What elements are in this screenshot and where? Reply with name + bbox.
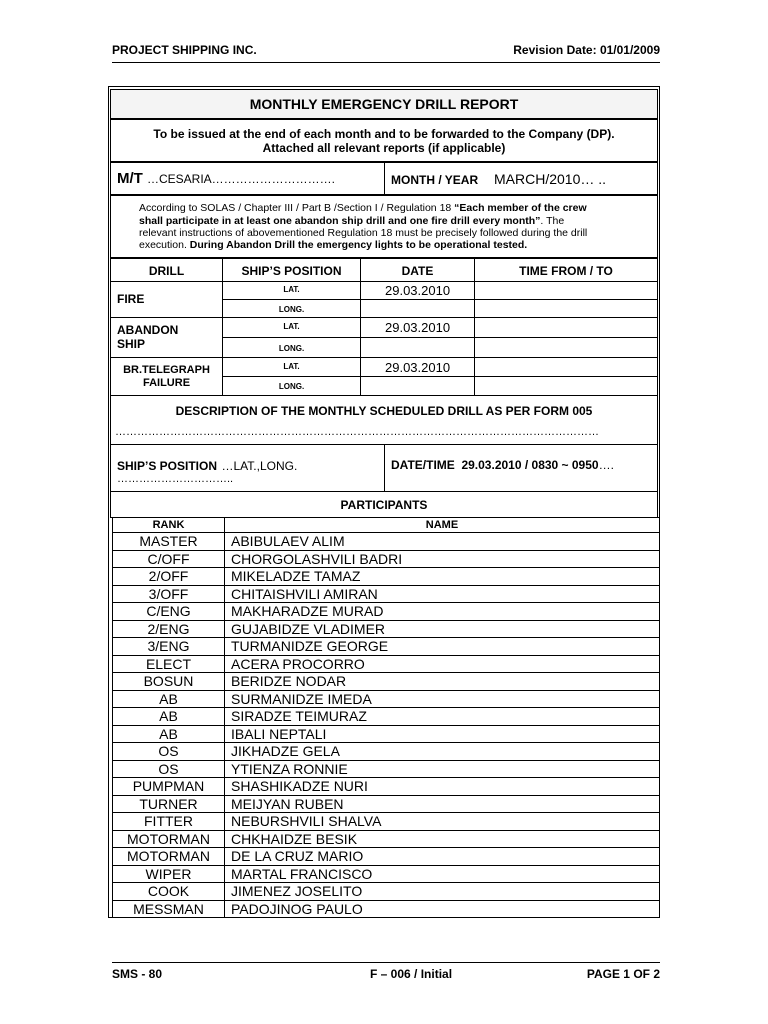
table-row bbox=[113, 778, 660, 796]
fire-drill-label: FIRE bbox=[117, 292, 145, 306]
solas-execution: execution. bbox=[139, 239, 187, 251]
telegraph-time-cell-2 bbox=[474, 376, 658, 396]
abandon-date-cell-2 bbox=[360, 337, 475, 358]
month-box bbox=[384, 162, 658, 195]
participant-rank: AB bbox=[113, 725, 225, 743]
solas-quote-a: “Each member of the crew bbox=[454, 202, 587, 214]
date-time-value: 29.03.2010 / 0830 ~ 0950 bbox=[461, 458, 599, 472]
abandon-date: 29.03.2010 bbox=[385, 320, 451, 335]
participant-rank: AB bbox=[113, 690, 225, 708]
table-row bbox=[113, 603, 660, 621]
issue-note-line2: Attached all relevant reports (if applicable) bbox=[262, 141, 506, 155]
participant-rank: MOTORMAN bbox=[113, 830, 225, 848]
participant-name: YTIENZA RONNIE bbox=[225, 760, 660, 778]
participant-rank: FITTER bbox=[113, 813, 225, 831]
abandon-drill-cell bbox=[110, 317, 223, 358]
solas-box bbox=[110, 195, 658, 258]
participant-name: MEIJYAN RUBEN bbox=[225, 795, 660, 813]
participant-name: SURMANIDZE IMEDA bbox=[225, 690, 660, 708]
participant-rank: 3/OFF bbox=[113, 585, 225, 603]
ship-position-value: …LAT.,LONG. bbox=[221, 459, 298, 473]
participant-name: JIMENEZ JOSELITO bbox=[225, 883, 660, 901]
participant-name: ABIBULAEV ALIM bbox=[225, 533, 660, 551]
solas-quote-b: shall participate in at least one abandon ship drill and one fire drill every month” bbox=[139, 215, 541, 227]
title-box bbox=[110, 89, 658, 119]
long-label: LONG. bbox=[278, 305, 305, 314]
vessel-label: M/T bbox=[117, 170, 143, 187]
telegraph-drill-label-2: FAILURE bbox=[142, 377, 191, 389]
company-name: PROJECT SHIPPING INC. bbox=[112, 43, 257, 57]
participant-name: TURMANIDZE GEORGE bbox=[225, 638, 660, 656]
table-row bbox=[113, 533, 660, 551]
participants-title-box bbox=[110, 491, 658, 518]
page-footer bbox=[112, 962, 660, 983]
telegraph-date: 29.03.2010 bbox=[385, 360, 451, 375]
participant-name: MIKELADZE TAMAZ bbox=[225, 568, 660, 586]
issue-note-line1: To be issued at the end of each month and to be forwarded to the Company (DP). bbox=[153, 127, 615, 141]
participant-rank: WIPER bbox=[113, 865, 225, 883]
participant-rank: 2/OFF bbox=[113, 568, 225, 586]
telegraph-drill-label-1: BR.TELEGRAPH bbox=[123, 364, 210, 376]
abandon-lat-cell bbox=[222, 317, 361, 338]
position-header-cell bbox=[222, 258, 361, 282]
vessel-box bbox=[110, 162, 385, 195]
table-row bbox=[113, 760, 660, 778]
participant-name: CHORGOLASHVILI BADRI bbox=[225, 550, 660, 568]
fire-drill-cell bbox=[110, 281, 223, 318]
drill-header-cell bbox=[110, 258, 223, 282]
lat-label: LAT. bbox=[283, 362, 300, 371]
abandon-drill-label-2: SHIP bbox=[117, 337, 146, 351]
participant-rank: TURNER bbox=[113, 795, 225, 813]
date-col-header: DATE bbox=[401, 264, 434, 278]
solas-the: . The bbox=[540, 215, 565, 227]
abandon-long-cell bbox=[222, 337, 361, 358]
abandon-date-cell bbox=[360, 317, 475, 338]
footer-page-number: PAGE 1 OF 2 bbox=[586, 967, 660, 981]
abandon-time-cell bbox=[474, 317, 658, 338]
revision-date: Revision Date: 01/01/2009 bbox=[513, 43, 660, 57]
solas-ref: According to SOLAS / Chapter III / Part B /Section I / Regulation 18 bbox=[139, 202, 452, 214]
participant-name: SHASHIKADZE NURI bbox=[225, 778, 660, 796]
participants-table bbox=[112, 517, 660, 918]
telegraph-date-cell bbox=[360, 357, 475, 377]
abandon-drill-label-1: ABANDON bbox=[117, 323, 179, 337]
fire-long-cell bbox=[222, 299, 361, 318]
vessel-name: …CESARIA…………………………. bbox=[147, 172, 336, 186]
table-row bbox=[113, 848, 660, 866]
fire-date: 29.03.2010 bbox=[385, 283, 451, 298]
telegraph-time-cell bbox=[474, 357, 658, 377]
date-time-label: DATE/TIME bbox=[391, 458, 455, 472]
participant-rank: MASTER bbox=[113, 533, 225, 551]
table-row bbox=[113, 883, 660, 901]
solas-line1 bbox=[139, 202, 587, 214]
participant-name: MARTAL FRANCISCO bbox=[225, 865, 660, 883]
date-time-box bbox=[384, 444, 658, 492]
participant-name: PADOJINOG PAULO bbox=[225, 900, 660, 918]
page-header bbox=[112, 42, 660, 63]
fire-time-cell-2 bbox=[474, 299, 658, 318]
description-dots: …………………………………………………………………………………………………………………… bbox=[115, 426, 599, 438]
fire-date-cell bbox=[360, 281, 475, 300]
date-time-dots: …. bbox=[598, 458, 614, 472]
time-col-header: TIME FROM / TO bbox=[519, 264, 613, 278]
participant-name: CHITAISHVILI AMIRAN bbox=[225, 585, 660, 603]
participants-title: PARTICIPANTS bbox=[340, 498, 428, 512]
participant-rank: MOTORMAN bbox=[113, 848, 225, 866]
long-label: LONG. bbox=[278, 344, 305, 353]
participant-rank: PUMPMAN bbox=[113, 778, 225, 796]
participants-header-row bbox=[113, 518, 660, 533]
participant-name: DE LA CRUZ MARIO bbox=[225, 848, 660, 866]
table-row bbox=[113, 708, 660, 726]
abandon-time-cell-2 bbox=[474, 337, 658, 358]
telegraph-lat-cell bbox=[222, 357, 361, 377]
participant-name: MAKHARADZE MURAD bbox=[225, 603, 660, 621]
ship-position-label: SHIP’S POSITION bbox=[117, 459, 218, 473]
long-label: LONG. bbox=[278, 382, 305, 391]
ship-position-box bbox=[110, 444, 385, 492]
footer-form-id: F – 006 / Initial bbox=[370, 967, 453, 981]
date-time-line bbox=[391, 458, 614, 472]
participant-rank: COOK bbox=[113, 883, 225, 901]
table-row bbox=[113, 830, 660, 848]
lat-label: LAT. bbox=[283, 285, 300, 294]
participant-name: BERIDZE NODAR bbox=[225, 673, 660, 691]
date-header-cell bbox=[360, 258, 475, 282]
table-row bbox=[113, 620, 660, 638]
rank-col-header: RANK bbox=[113, 518, 225, 533]
fire-lat-cell bbox=[222, 281, 361, 300]
table-row bbox=[113, 743, 660, 761]
participant-name: ACERA PROCORRO bbox=[225, 655, 660, 673]
participant-rank: 2/ENG bbox=[113, 620, 225, 638]
table-row bbox=[113, 568, 660, 586]
participant-name: CHKHAIDZE BESIK bbox=[225, 830, 660, 848]
description-box bbox=[110, 395, 658, 445]
table-row bbox=[113, 638, 660, 656]
participant-rank: ELECT bbox=[113, 655, 225, 673]
participant-rank: C/OFF bbox=[113, 550, 225, 568]
time-header-cell bbox=[474, 258, 658, 282]
participant-name: GUJABIDZE VLADIMER bbox=[225, 620, 660, 638]
table-row bbox=[113, 865, 660, 883]
table-row bbox=[113, 900, 660, 918]
table-row bbox=[113, 655, 660, 673]
table-row bbox=[113, 725, 660, 743]
participant-rank: OS bbox=[113, 760, 225, 778]
drill-col-header: DRILL bbox=[148, 264, 185, 278]
participant-name: JIKHADZE GELA bbox=[225, 743, 660, 761]
telegraph-date-cell-2 bbox=[360, 376, 475, 396]
table-row bbox=[113, 550, 660, 568]
participant-rank: MESSMAN bbox=[113, 900, 225, 918]
participant-rank: BOSUN bbox=[113, 673, 225, 691]
table-row bbox=[113, 673, 660, 691]
table-row bbox=[113, 795, 660, 813]
solas-line4 bbox=[139, 239, 527, 251]
footer-form-code: SMS - 80 bbox=[112, 967, 163, 981]
month-label: MONTH / YEAR bbox=[391, 173, 479, 187]
participant-name: NEBURSHVILI SHALVA bbox=[225, 813, 660, 831]
telegraph-long-cell bbox=[222, 376, 361, 396]
table-row bbox=[113, 813, 660, 831]
lat-label: LAT. bbox=[283, 322, 300, 331]
participant-rank: AB bbox=[113, 708, 225, 726]
name-col-header: NAME bbox=[225, 518, 660, 533]
participant-rank: OS bbox=[113, 743, 225, 761]
telegraph-drill-cell bbox=[110, 357, 223, 396]
table-row bbox=[113, 690, 660, 708]
solas-emergency-lights: During Abandon Drill the emergency lights to be operational tested. bbox=[189, 239, 528, 251]
ship-position-dots: ………………………….. bbox=[117, 473, 234, 485]
solas-line2 bbox=[139, 215, 564, 227]
fire-time-cell bbox=[474, 281, 658, 300]
participant-name: SIRADZE TEIMURAZ bbox=[225, 708, 660, 726]
page-title: MONTHLY EMERGENCY DRILL REPORT bbox=[249, 96, 519, 112]
table-row bbox=[113, 585, 660, 603]
participant-rank: C/ENG bbox=[113, 603, 225, 621]
issue-note-box bbox=[110, 119, 658, 162]
fire-date-cell-2 bbox=[360, 299, 475, 318]
month-value: MARCH/2010… .. bbox=[494, 171, 607, 187]
solas-line3: relevant instructions of abovementioned Regulation 18 must be precisely followed during the drill bbox=[139, 227, 588, 239]
participant-name: IBALI NEPTALI bbox=[225, 725, 660, 743]
position-col-header: SHIP’S POSITION bbox=[241, 264, 342, 278]
description-title: DESCRIPTION OF THE MONTHLY SCHEDULED DRILL AS PER FORM 005 bbox=[175, 404, 593, 418]
participant-rank: 3/ENG bbox=[113, 638, 225, 656]
